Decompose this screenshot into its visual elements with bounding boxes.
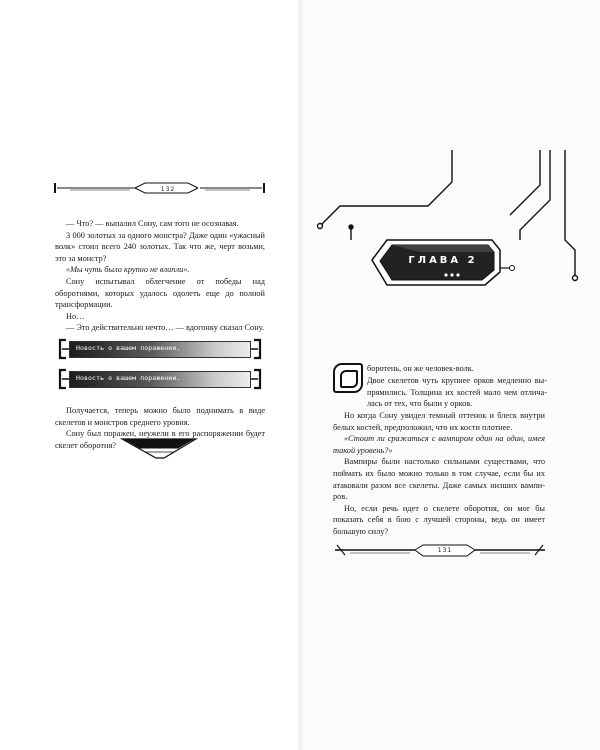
paragraph: Двое скелетов чуть крупнее орков медленно вы-прямились. Толщина их костей мало чем отлича-лась от тех, что были у орков. bbox=[367, 376, 547, 409]
paragraph: — Это действительно нечто… — вдогонку сказал Сону. bbox=[66, 323, 265, 333]
paragraph: Но когда Сону увидел темный оттенок и блеск внутри белых костей, предположил, что их кости плотнее. bbox=[333, 411, 545, 432]
paragraph bbox=[55, 264, 265, 276]
drop-cap-letter bbox=[333, 363, 363, 393]
system-notification bbox=[56, 338, 266, 360]
paragraph: Сону был поражен, неужели в его распоряжении будет скелет оборотня? bbox=[55, 429, 265, 450]
right-body-text-start bbox=[367, 375, 547, 410]
notification-text: Новость о вашем поражении. bbox=[76, 344, 181, 352]
paragraph: Но, если речь идет о скелете оборотня, он мог бы показать себя в бою с лучшей стороны, ведь он имеет большую силу? bbox=[333, 503, 545, 536]
paragraph: Но… bbox=[66, 311, 85, 321]
system-notification bbox=[56, 368, 266, 390]
paragraph: 3 000 золотых за одного монстра? Даже один «ужасный волк» стоил всего 240 золотых. Так что же, черт возьми, это за монстр? bbox=[55, 230, 265, 263]
paragraph: — Что? — выпалил Сону, сам того не осознавая. bbox=[66, 219, 239, 228]
thought-text: «Стоит ли сражаться с вампиром один на один, имея такой уровень?» bbox=[333, 434, 545, 455]
paragraph bbox=[333, 433, 545, 456]
paragraph: Вампиры были настолько сильными существами, что поймать их было можно только в том случае, если бы их атаковали разом все скелеты. Даже самых низших вампи-ров. bbox=[333, 457, 545, 502]
chapter-title: ГЛАВА 2 bbox=[408, 255, 478, 266]
thought-text: «Мы чуть было крупно не влипли». bbox=[66, 265, 190, 275]
page-number-right: 131 bbox=[437, 547, 453, 554]
right-body-text bbox=[333, 410, 545, 538]
left-body-text bbox=[55, 218, 265, 334]
drop-cap-inner bbox=[340, 370, 358, 388]
left-body-text-after bbox=[55, 405, 265, 451]
first-line-text: боротень, он же человек-волк. bbox=[367, 364, 474, 373]
page-number-left: 132 bbox=[160, 186, 176, 193]
first-line bbox=[367, 363, 547, 375]
notification-text: Новость о вашем поражении. bbox=[76, 374, 181, 382]
paragraph: Получается, теперь можно было поднимать в виде скелетов и монстров среднего уровня. bbox=[55, 406, 265, 427]
paragraph: Сону испытывал облегчение от победы над оборотнями, которых удалось одолеть еще до полной трансформации. bbox=[55, 276, 265, 310]
